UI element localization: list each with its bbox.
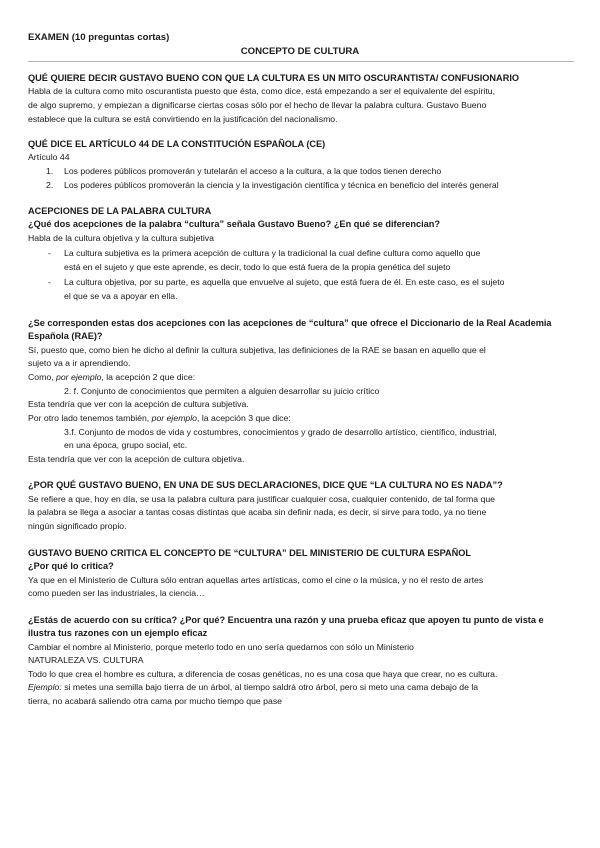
- bullet-line: La cultura objetiva, por su parte, es aquella que envuelve al sujeto, que está fuera de él. En este caso, es el sujeto: [64, 277, 505, 287]
- paragraph-line: [28, 413, 291, 424]
- text-run: , la acepción 2 que dice:: [101, 372, 196, 382]
- title-divider: [28, 61, 574, 62]
- section-heading-mito: QUÉ QUIERE DECIR GUSTAVO BUENO CON QUE LA CULTURA ES UN MITO OSCURANTISTA/ CONFUSIONARIO: [28, 73, 520, 83]
- list-number: 1.: [46, 166, 54, 176]
- paragraph-line: la palabra se llega a asociar a tantas cosas distintas que acaba sin definir nada, es decir, si sirve para todo, ya no tiene: [28, 507, 487, 517]
- italic-text: Ejemplo:: [28, 682, 62, 692]
- question: ilustra tus razones con un ejemplo eficaz: [28, 628, 208, 638]
- paragraph-line: Habla de la cultura objetiva y la cultura subjetiva: [28, 233, 214, 243]
- list-item: Los poderes públicos promoverán la ciencia y la investigación científica y técnica en beneficio del interés general: [64, 180, 499, 190]
- paragraph-line: de algo supremo, y empiezan a dignificarse ciertas cosas sólo por el hecho de llevar la palabra cultura. Gustavo Bueno: [28, 100, 487, 110]
- list-item: Los poderes públicos promoverán y tutelarán el acceso a la cultura, a la que todos tienen derecho: [64, 166, 442, 176]
- bullet-line: está en el sujeto y que este aprende, es decir, todo lo que está fuera de la propia genética del sujeto: [64, 262, 451, 272]
- paragraph-line: Cambiar el nombre al Ministerio, porque meterlo todo en uno sería quedarnos con sólo un Ministerio: [28, 642, 414, 652]
- text-run: si metes una semilla bajo tierra de un árbol, al tiempo saldrá otro árbol, pero si meto una cama debajo de la: [61, 682, 479, 692]
- section-heading-articulo: QUÉ DICE EL ARTÍCULO 44 DE LA CONSTITUCIÓN ESPAÑOLA (CE): [28, 139, 326, 149]
- paragraph-line: NATURALEZA VS. CULTURA: [28, 655, 144, 665]
- section-heading-ministerio: GUSTAVO BUENO CRITICA EL CONCEPTO DE “CULTURA” DEL MINISTERIO DE CULTURA ESPAÑOL: [28, 548, 472, 558]
- question: Española (RAE)?: [28, 331, 103, 341]
- dictionary-quote: en una época, grupo social, etc.: [64, 440, 188, 450]
- paragraph-line: ningún significado propio.: [28, 521, 127, 531]
- paragraph-line: Sí, puesto que, como bien he dicho al definir la cultura subjetiva, las definiciones de la RAE se basan en aquello que el: [28, 345, 486, 355]
- paragraph-line: establece que la cultura se está convirtiendo en la justificación del nacionalismo.: [28, 114, 338, 124]
- paragraph-line: tierra, no acabará saliendo otra cama por mucho tiempo que pase: [28, 696, 283, 706]
- paragraph-line: Se refiere a que, hoy en día, se usa la palabra cultura para justificar cualquier cosa, cualquier contenido, de tal forma que: [28, 494, 495, 504]
- paragraph-line: [28, 682, 478, 693]
- paragraph-line: Ya que en el Ministerio de Cultura sólo entran aquellas artes artísticas, como el cine o la música, y no el resto de artes: [28, 575, 484, 585]
- bullet-line: La cultura subjetiva es la primera acepción de cultura y la tradicional la cual define cultura como aquello que: [64, 248, 481, 258]
- bullet-line: el que se va a apoyar en ella.: [64, 291, 178, 301]
- paragraph-line: [28, 372, 195, 383]
- section-heading-acepciones: ACEPCIONES DE LA PALABRA CULTURA: [28, 206, 212, 216]
- question: ¿Se corresponden estas dos acepciones con las acepciones de “cultura” que ofrece el Diccionario de la Real Academia: [28, 318, 552, 328]
- italic-text: por ejemplo: [56, 372, 102, 382]
- list-number: 2.: [46, 180, 54, 190]
- question: ¿Estás de acuerdo con su crítica? ¿Por qué? Encuentra una razón y una prueba eficaz que apoyen tu punto de vista e: [28, 615, 544, 625]
- dictionary-quote: 2. f. Conjunto de conocimientos que permiten a alguien desarrollar su juicio crítico: [64, 386, 380, 396]
- paragraph-line: Todo lo que crea el hombre es cultura, a diferencia de cosas genéticas, no es una cosa que haya que crear, no es cultura.: [28, 669, 498, 679]
- document-title: CONCEPTO DE CULTURA: [240, 46, 360, 57]
- paragraph-line: como pueden ser las industriales, la ciencia…: [28, 588, 205, 598]
- paragraph-line: Esta tendría que ver con la acepción de cultura objetiva.: [28, 454, 245, 464]
- paragraph-line: sujeto va a ir aprendiendo.: [28, 358, 131, 368]
- paragraph-line: Habla de la cultura como mito oscurantista puesto que ésta, como dice, está empezando a ser el equivalente del espíritu,: [28, 86, 495, 96]
- question: ¿Por qué lo critica?: [28, 561, 114, 571]
- article-label: Artículo 44: [28, 152, 70, 162]
- dictionary-quote: 3.f. Conjunto de modos de vida y costumbres, conocimientos y grado de desarrollo artístico, científico, industrial,: [64, 427, 497, 437]
- text-run: Como,: [28, 372, 57, 382]
- section-heading-nada: ¿POR QUÉ GUSTAVO BUENO, EN UNA DE SUS DECLARACIONES, DICE QUE “LA CULTURA NO ES NADA”?: [28, 480, 503, 490]
- bullet-dash-icon: -: [48, 277, 51, 287]
- paragraph-line: Esta tendría que ver con la acepción de cultura subjetiva.: [28, 399, 249, 409]
- bullet-dash-icon: -: [48, 248, 51, 258]
- exam-title: EXAMEN (10 preguntas cortas): [28, 32, 170, 43]
- text-run: Por otro lado tenemos también,: [28, 413, 152, 423]
- italic-text: por ejemplo: [151, 413, 198, 423]
- text-run: , la acepción 3 que dice:: [197, 413, 291, 423]
- question: ¿Qué dos acepciones de la palabra “cultura” señala Gustavo Bueno? ¿En qué se diferencian?: [28, 219, 441, 229]
